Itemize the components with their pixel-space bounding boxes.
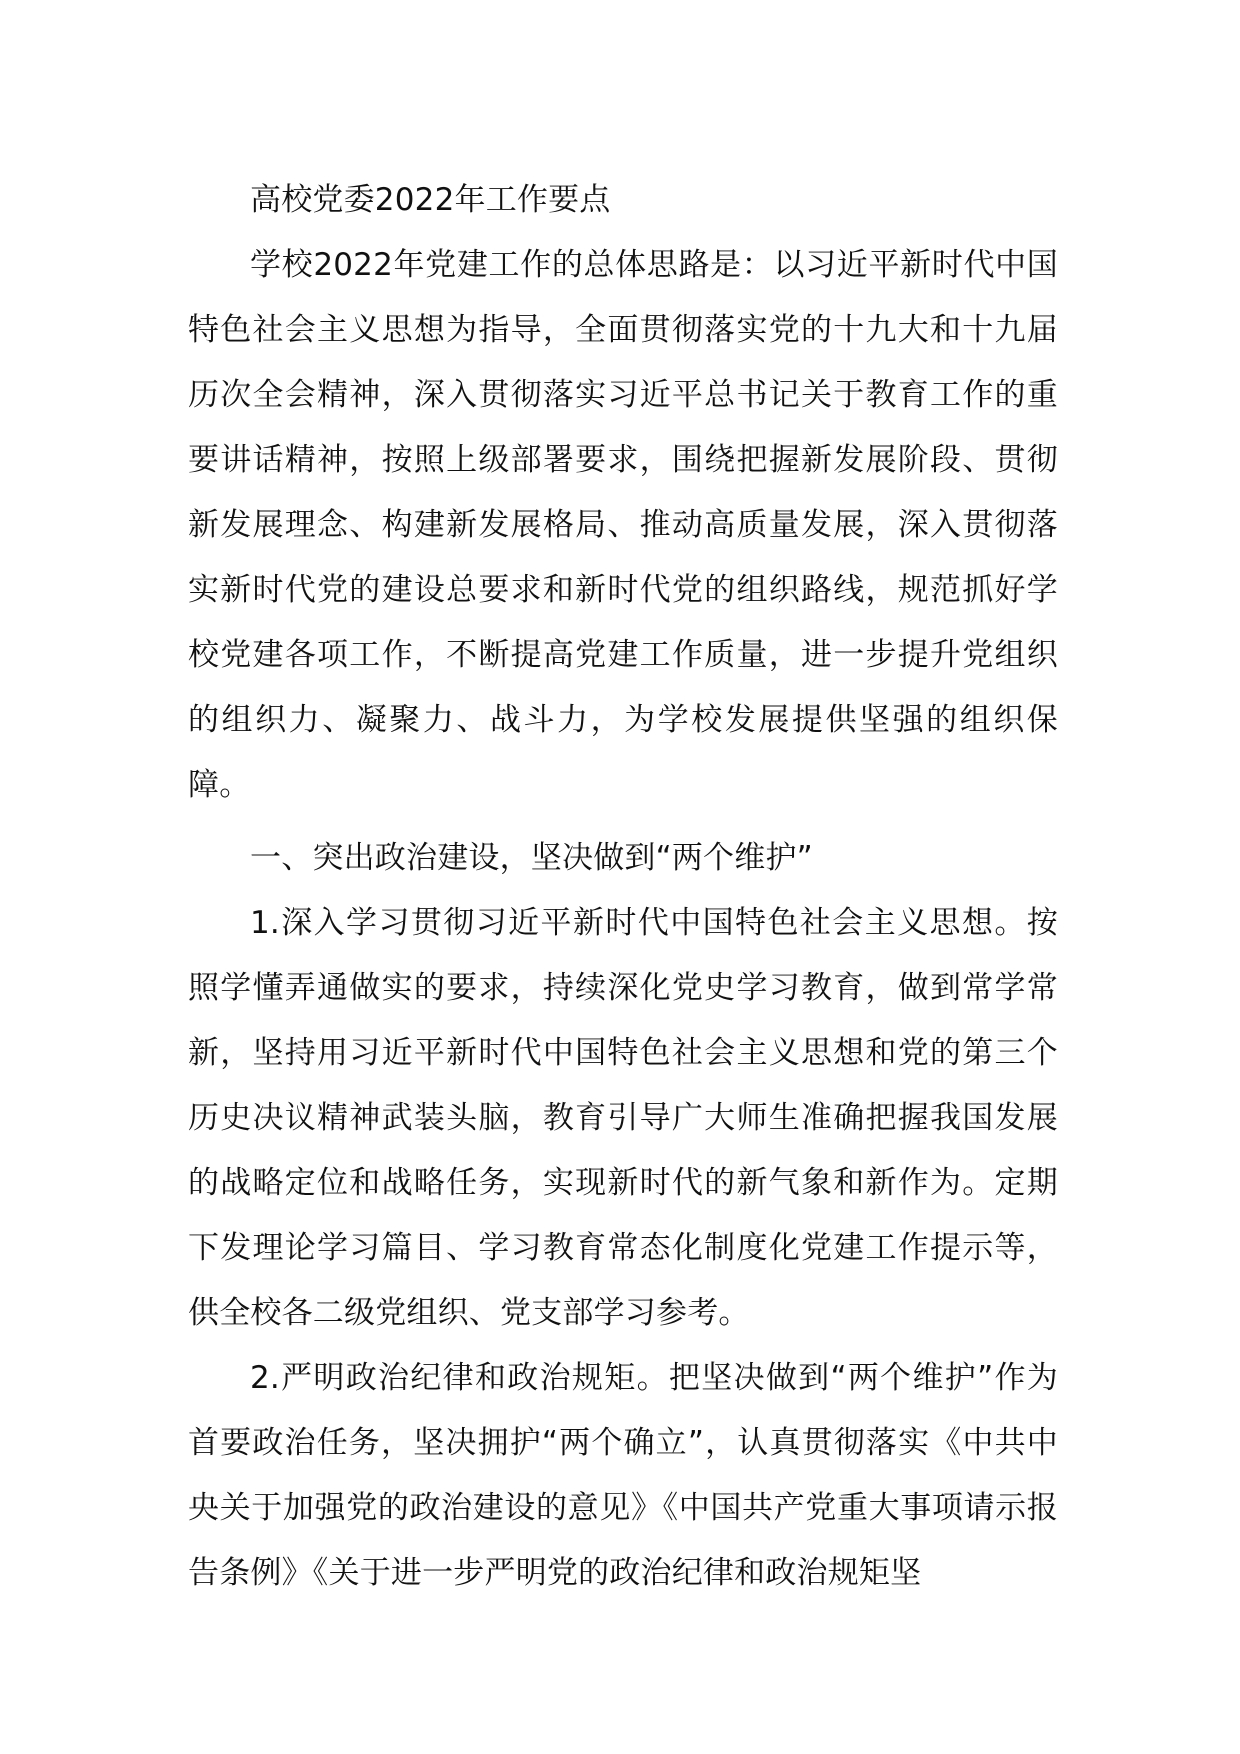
intro-paragraph: 学校2022年党建工作的总体思路是：以习近平新时代中国特色社会主义思想为指导，全面贯彻落实党的十九大和十九届历次全会精神，深入贯彻落实习近平总书记关于教育工作的重要讲话精神，按照上级部署要求，围绕把握新发展阶段、贯彻新发展理念、构建新发展格局、推动高质量发展，深入贯彻落实新时代党的建设总要求和新时代党的组织路线，规范抓好学校党建各项工作，不断提高党建工作质量，进一步提升党组织的组织力、凝聚力、战斗力，为学校发展提供坚强的组织保障。 [188,247,1058,803]
document-title: 高校党委2022年工作要点 [250,182,611,218]
item-paragraph-1: 1.深入学习贯彻习近平新时代中国特色社会主义思想。按照学懂弄通做实的要求，持续深化党史学习教育，做到常学常新，坚持用习近平新时代中国特色社会主义思想和党的第三个历史决议精神武装头脑，教育引导广大师生准确把握我国发展的战略定位和战略任务，实现新时代的新气象和新作为。定期下发理论学习篇目、学习教育常态化制度化党建工作提示等，供全校各二级党组织、党支部学习参考。 [188,905,1058,1331]
document-body [188,168,1058,1606]
item-paragraph-2: 2.严明政治纪律和政治规矩。把坚决做到“两个维护”作为首要政治任务，坚决拥护“两个确立”，认真贯彻落实《中共中央关于加强党的政治建设的意见》《中国共产党重大事项请示报告条例》《关于进一步严明党的政治纪律和政治规矩坚 [188,1360,1058,1591]
section-heading-1: 一、突出政治建设，坚决做到“两个维护” [250,840,813,876]
